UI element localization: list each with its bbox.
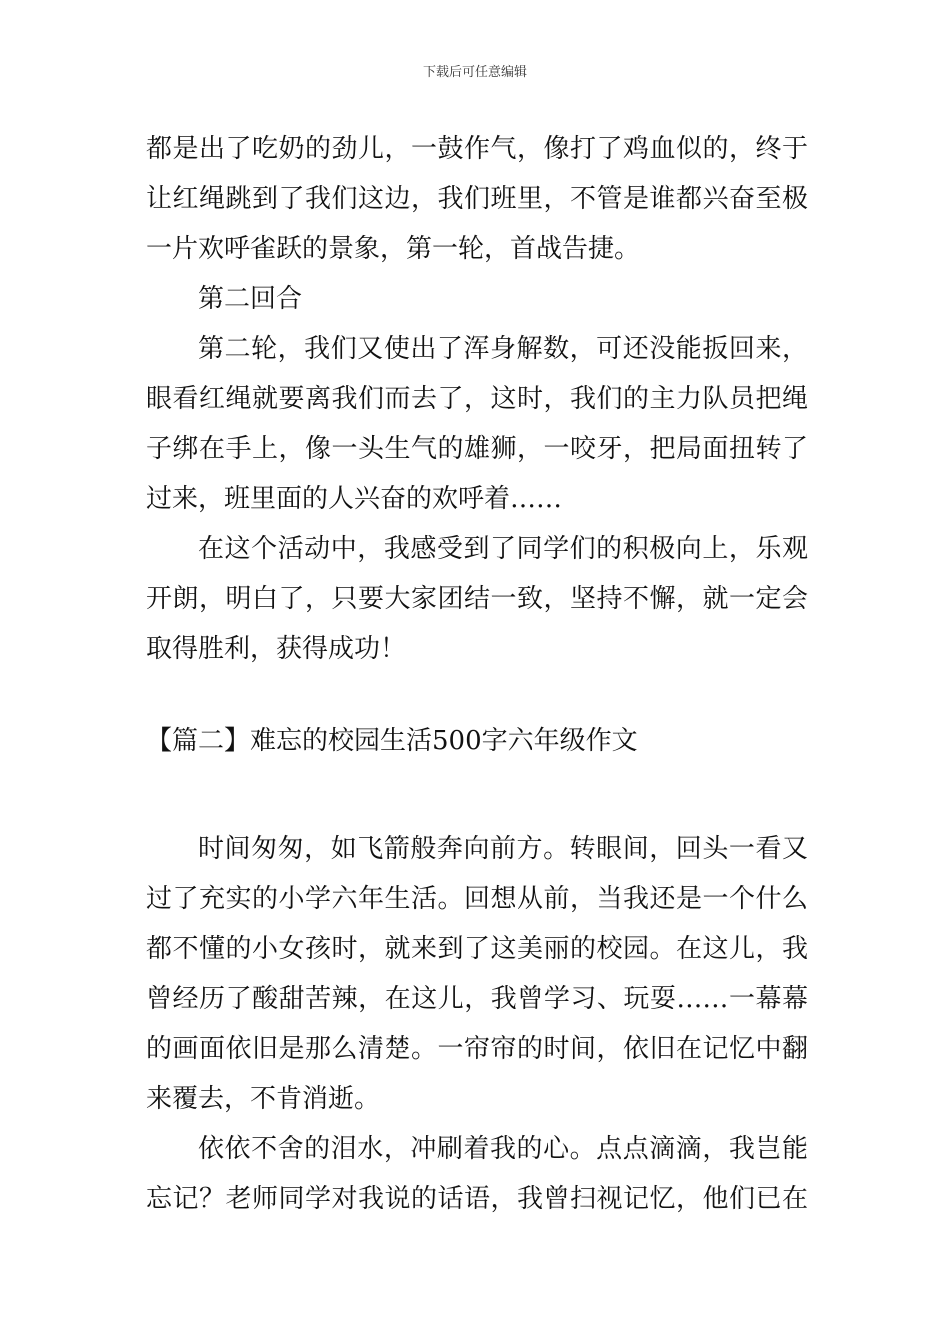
paragraph-line: 一片欢呼雀跃的景象，第一轮，首战告捷。	[146, 234, 641, 264]
spacer	[146, 674, 808, 716]
paragraph-line: 都不懂的小女孩时，就来到了这美丽的校园。在这儿，我	[146, 934, 808, 964]
paragraph-line: 的画面依旧是那么清楚。一帘帘的时间，依旧在记忆中翻	[146, 1034, 808, 1064]
paragraph-line: 时间匆匆，如飞箭般奔向前方。转眼间，回头一看又	[198, 834, 808, 864]
page-header: 下载后可任意编辑	[422, 65, 527, 80]
paragraph-line: 第二轮，我们又使出了浑身解数，可还没能扳回来，	[198, 334, 808, 364]
paragraph-line: 在这个活动中，我感受到了同学们的积极向上，乐观	[198, 534, 808, 564]
section-subheading: 第二回合	[198, 284, 303, 314]
paragraph-line: 过来，班里面的人兴奋的欢呼着……	[146, 484, 563, 514]
paragraph-line: 忘记？老师同学对我说的话语，我曾扫视记忆，他们已在	[146, 1184, 808, 1214]
document-body	[146, 124, 808, 1224]
paragraph-line: 来覆去，不肯消逝。	[146, 1084, 381, 1114]
paragraph-line: 依依不舍的泪水，冲刷着我的心。点点滴滴，我岂能	[198, 1134, 808, 1164]
paragraph-line: 子绑在手上，像一头生气的雄狮，一咬牙，把局面扭转了	[146, 434, 808, 464]
paragraph-line: 取得胜利，获得成功！	[146, 634, 407, 664]
paragraph-line: 都是出了吃奶的劲儿，一鼓作气，像打了鸡血似的，终于	[146, 134, 808, 164]
paragraph-line: 过了充实的小学六年生活。回想从前，当我还是一个什么	[146, 884, 808, 914]
paragraph-line: 让红绳跳到了我们这边，我们班里，不管是谁都兴奋至极	[146, 184, 808, 214]
paragraph-line: 曾经历了酸甜苦辣，在这儿，我曾学习、玩耍……一幕幕	[146, 984, 808, 1014]
paragraph-line: 眼看红绳就要离我们而去了，这时，我们的主力队员把绳	[146, 384, 808, 414]
spacer	[146, 766, 808, 824]
paragraph-line: 开朗，明白了，只要大家团结一致，坚持不懈，就一定会	[146, 584, 808, 614]
article-heading: 【篇二】难忘的校园生活500字六年级作文	[146, 726, 638, 756]
